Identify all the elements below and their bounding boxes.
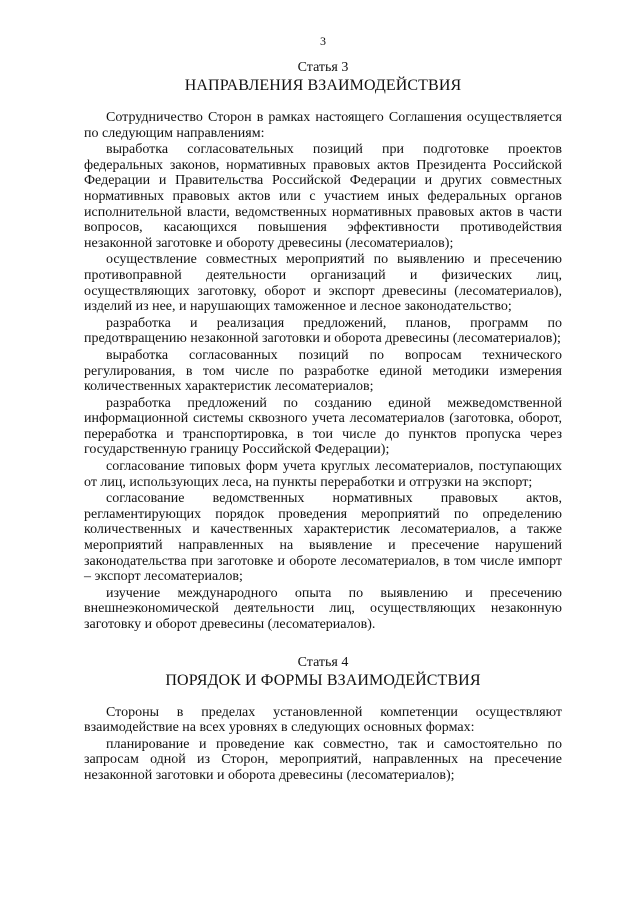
paragraph: изучение международного опыта по выявлению и пресечению внешнеэкономической деятельности лиц, осуществляющих незаконную заготовку и оборот древесины (лесоматериалов). bbox=[84, 585, 562, 632]
article-title: НАПРАВЛЕНИЯ ВЗАИМОДЕЙСТВИЯ bbox=[184, 77, 462, 94]
document-page bbox=[84, 34, 562, 784]
paragraph: осуществление совместных мероприятий по выявлению и пресечению противоправной деятельности организаций и физических лиц, осуществляющих заготовку, оборот и экспорт древесины (лесоматериалов), изделий из нее, и нарушающих таможенное и лесное законодательство; bbox=[84, 252, 562, 315]
article-label: Статья 3 bbox=[297, 60, 349, 75]
paragraph: Сотрудничество Сторон в рамках настоящего Соглашения осуществляется по следующим направлениям: bbox=[84, 110, 562, 141]
paragraph: согласование ведомственных нормативных правовых актов, регламентирующих порядок проведения мероприятий по определению количественных и качественных характеристик лесоматериалов, а также мероприятий направленных на выявление и пресечение нарушений законодательства при заготовке и обороте лесоматериалов, в том числе импорт – экспорт лесоматериалов; bbox=[84, 491, 562, 585]
article-label: Статья 4 bbox=[297, 654, 349, 670]
paragraph: разработка предложений по созданию единой межведомственной информационной системы сквозного учета лесоматериалов (заготовка, оборот, переработка и транспортировка, в тои числе до пунктов пропуска через государственную границу Российской Федерации); bbox=[84, 395, 562, 458]
paragraph: согласование типовых форм учета круглых лесоматериалов, поступающих от лиц, использующих леса, на пункты переработки и отгрузки на экспорт; bbox=[84, 459, 562, 490]
paragraph: выработка согласованных позиций по вопросам технического регулирования, в том числе по разработке единой методики измерения количественных характеристик лесоматериалов; bbox=[84, 347, 562, 395]
section-gap bbox=[84, 633, 562, 655]
page-number: 3 bbox=[320, 34, 326, 48]
article-title: ПОРЯДОК И ФОРМЫ ВЗАИМОДЕЙСТВИЯ bbox=[165, 671, 481, 689]
paragraph: Стороны в пределах установленной компетенции осуществляют взаимодействие на всех уровнях в следующих основных формах: bbox=[84, 704, 562, 736]
paragraph: планирование и проведение как совместно, так и самостоятельно по запросам одной из Сторон, мероприятий, направленных на пресечение незаконной заготовки и оборота древесины (лесоматериалов); bbox=[84, 736, 562, 783]
paragraph: разработка и реализация предложений, планов, программ по предотвращению незаконной заготовки и оборота древесины (лесоматериалов); bbox=[84, 315, 562, 347]
article-4 bbox=[84, 655, 562, 784]
paragraph: выработка согласовательных позиций при подготовке проектов федеральных законов, нормативных правовых актов Президента Российской Федерации и Правительства Российской Федерации и других совместных нормативных правовых актов или с участием иных федеральных органов исполнительной власти, ведомственных нормативных правовых актов в части вопросов, касающихся повышения эффективности противодействия незаконной заготовке и обороту древесины (лесоматериалов); bbox=[84, 142, 562, 251]
article-3 bbox=[84, 60, 562, 633]
